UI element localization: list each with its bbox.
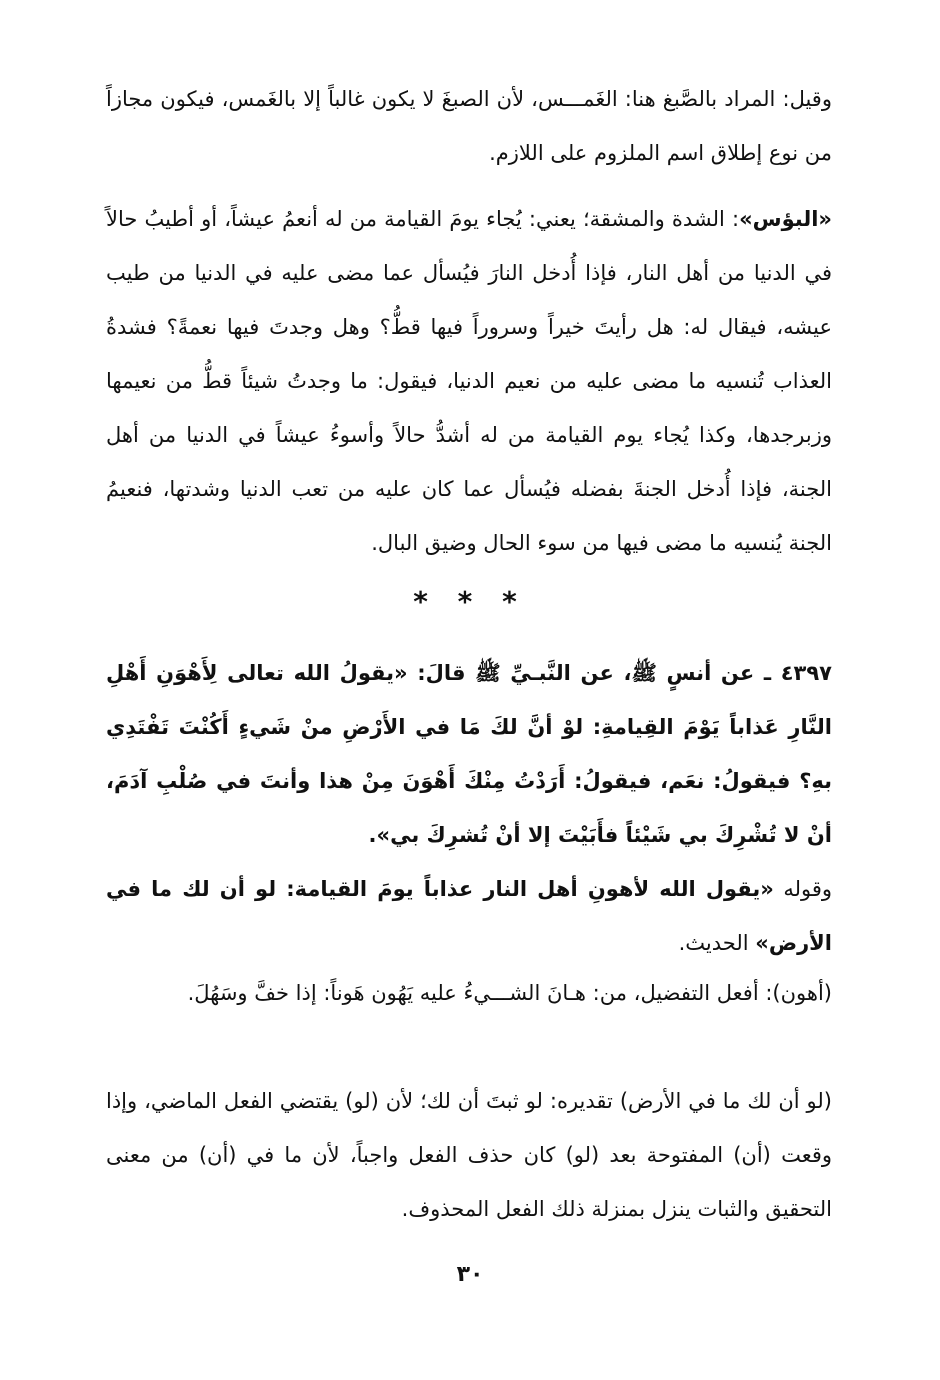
hadith-4397 xyxy=(106,646,832,862)
paragraph-bus xyxy=(106,192,832,570)
paragraph-ahwan xyxy=(106,966,832,1020)
section-separator: * * * xyxy=(413,585,527,618)
qawluhu-lead: وقوله xyxy=(773,877,833,901)
paragraph-qawluhu xyxy=(106,862,832,970)
page-number: ٣٠ xyxy=(456,1262,484,1287)
paragraph-sabgh-text: وقيل: المراد بالصَّبغ هنا: الغَمـــس، لأن الصبغَ لا يكون غالباً إلا بالغَمس، فيكون مجازاً من نوع إطلاق اسم الملزوم على اللازم. xyxy=(106,87,832,165)
qawluhu-quote: «يقول الله لأهونِ أهل النار عذاباً يومَ القيامة: لو أن لك ما في الأرض» xyxy=(106,877,832,955)
qawluhu-tail: الحديث. xyxy=(678,931,756,955)
paragraph-law-text: (لو أن لك ما في الأرض) تقديره: لو ثبتَ أن لك؛ لأن (لو) يقتضي الفعل الماضي، وإذا وقعت (أن) المفتوحة بعد (لو) كان حذف الفعل واجباً، لأن ما في (أن) من معنى التحقيق والثبات ينزل بمنزلة ذلك الفعل المحذوف. xyxy=(106,1089,832,1221)
paragraph-bus-text: : الشدة والمشقة؛ يعني: يُجاء يومَ القيامة من له أنعمُ عيشاً، أو أطيبُ حالاً في الدنيا من أهل النار، فإذا أُدخل النارَ فيُسأل عما مضى عليه في الدنيا من طيب عيشه، فيقال له: هل رأيتَ خيراً وسروراً فيها قطُّ؟ وهل وجدتَ فيها نعمةً؟ فشدةُ العذاب تُنسيه ما مضى عليه من نعيم الدنيا، فيقول: ما وجدتُ شيئاً قطُّ من نعيمها وزبرجدها، وكذا يُجاء يوم القيامة من له أشدُّ حالاً وأسوءُ عيشاً في الدنيا من أهل الجنة، فإذا أُدخل الجنةَ بفضله فيُسأل عما كان عليه من تعب الدنيا وشدتها، فنعيمُ الجنة يُنسيه ما مضى فيها من سوء الحال وضيق البال. xyxy=(106,207,832,555)
term-bus: «البؤس» xyxy=(739,207,832,231)
paragraph-ahwan-text: (أهون): أفعل التفضيل، من: هـانَ الشـــيءُ عليه يَهُون هَوناً: إذا خفَّ وسَهُلَ. xyxy=(187,981,832,1005)
paragraph-law xyxy=(106,1074,832,1236)
paragraph-sabgh xyxy=(106,72,832,180)
hadith-text: ٤٣٩٧ ـ عن أنسٍ ﷺ، عن النَّبـيِّ ﷺ قالَ: «يقولُ الله تعالى لِأَهْوَنِ أَهْلِ النَّارِ عَذاباً يَوْمَ القِيامةِ: لوْ أنَّ لكَ مَا في الأَرْضِ منْ شَيءٍ أَكُنْتَ تَفْتَدِي بهِ؟ فيقولُ: نعَم، فيقولُ: أَرَدْتُ مِنْكَ أَهْوَنَ مِنْ هذا وأنتَ في صُلْبِ آدَمَ، أنْ لا تُشْرِكَ بي شَيْئاً فأَبَيْتَ إلا أنْ تُشرِكَ بي». xyxy=(106,661,832,847)
